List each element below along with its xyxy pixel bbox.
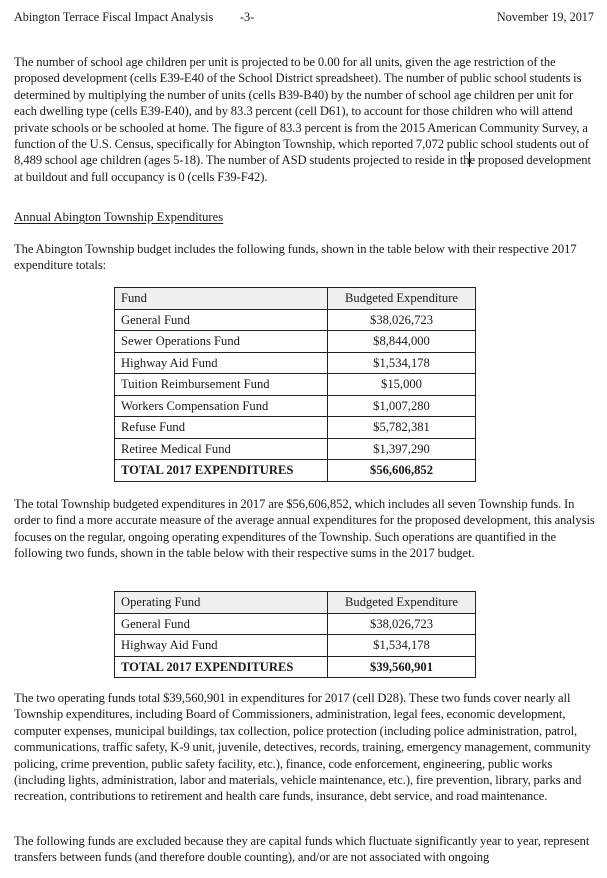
fund-name: Highway Aid Fund <box>115 352 328 374</box>
paragraph-excluded-funds: The following funds are excluded because they are capital funds which fluctuate significantly year to year, represent transfers between funds (and therefore double counting), and/or are not associated with ongoing <box>14 834 590 865</box>
paragraph-total-expenditures: The total Township budgeted expenditures in 2017 are $56,606,852, which includes all seven Township funds. In order to find a more accurate measure of the average annual expenditures for the proposed development, this analysis focuses on the regular, ongoing operating expenditures of the Township. Such operations are quantified in the following two funds, shown in the table below with their respective sums in the 2017 budget. <box>14 497 595 561</box>
fund-name: General Fund <box>115 309 328 331</box>
fund-name: General Fund <box>115 613 328 635</box>
table-row <box>115 613 476 635</box>
total-label: TOTAL 2017 EXPENDITURES <box>115 460 328 482</box>
paragraph-text: e proposed development at buildout and full occupancy is 0 (cells F39-F42). <box>14 153 591 184</box>
fund-name: Refuse Fund <box>115 417 328 439</box>
total-row <box>115 460 476 482</box>
fund-name: Workers Compensation Fund <box>115 395 328 417</box>
fund-amount: $15,000 <box>328 374 476 396</box>
document-title: Abington Terrace Fiscal Impact Analysis <box>14 10 214 24</box>
paragraph-budget-intro: The Abington Township budget includes the following funds, shown in the table below with their respective 2017 expenditure totals: <box>14 242 577 273</box>
paragraph-school-children <box>14 54 598 185</box>
paragraph-text: The number of school age children per unit is projected to be 0.00 for all units, given the age restriction of the proposed development (cells E39-E40 of the School District spreadsheet). The number of public school students is determined by multiplying the number of units (cells B39-B40) by the number of school age children per unit for each dwelling type (cells E39-E40), and by 83.3 percent (cell D61), to account for those children who will attend private schools or be schooled at home. The figure of 83.3 percent is from the 2015 American Community Survey, a function of the U.S. Census, specifically for Abington Township, which reported 7,072 public school students out of 8,489 school age children (ages 5-18). The number of ASD students projected to reside in th <box>14 55 589 168</box>
section-heading: Annual Abington Township Expenditures <box>14 210 224 224</box>
fund-amount: $1,534,178 <box>328 635 476 657</box>
fund-amount: $8,844,000 <box>328 331 476 353</box>
column-header: Operating Fund <box>115 592 328 614</box>
page-number: -3- <box>240 10 255 24</box>
total-row <box>115 656 476 678</box>
paragraph-operating-funds: The two operating funds total $39,560,901 in expenditures for 2017 (cell D28). These two funds cover nearly all Township expenditures, including Board of Commissioners, administration, legal fees, economic development, computer expenses, municipal buildings, tax collection, police protection (including police administration, patrol, communications, traffic safety, K-9 unit, juvenile, detectives, records, training, emergency management, community policing, crime prevention, public safety facility, etc.), finance, code enforcement, engineering, public works (including lights, administration, labor and materials, vehicle maintenance, etc.), fire prevention, library, parks and recreation, contributions to retirement and health care funds, insurance, debt service, and road maintenance. <box>14 691 591 804</box>
table-header-row <box>115 592 476 614</box>
column-header: Budgeted Expenditure <box>328 592 476 614</box>
column-header: Fund <box>115 288 328 310</box>
table-row <box>115 438 476 460</box>
table-row <box>115 352 476 374</box>
fund-amount: $38,026,723 <box>328 613 476 635</box>
operating-funds-table <box>114 591 476 678</box>
table-row <box>115 395 476 417</box>
fund-amount: $5,782,381 <box>328 417 476 439</box>
fund-amount: $1,534,178 <box>328 352 476 374</box>
column-header: Budgeted Expenditure <box>328 288 476 310</box>
all-funds-table <box>114 287 476 482</box>
table-row <box>115 374 476 396</box>
table-row <box>115 309 476 331</box>
total-amount: $56,606,852 <box>328 460 476 482</box>
fund-amount: $38,026,723 <box>328 309 476 331</box>
fund-name: Sewer Operations Fund <box>115 331 328 353</box>
fund-amount: $1,007,280 <box>328 395 476 417</box>
fund-name: Tuition Reimbursement Fund <box>115 374 328 396</box>
table-header-row <box>115 288 476 310</box>
table-row <box>115 331 476 353</box>
table-row <box>115 417 476 439</box>
total-label: TOTAL 2017 EXPENDITURES <box>115 656 328 678</box>
fund-name: Highway Aid Fund <box>115 635 328 657</box>
page-header <box>14 9 594 25</box>
total-amount: $39,560,901 <box>328 656 476 678</box>
fund-name: Retiree Medical Fund <box>115 438 328 460</box>
document-date: November 19, 2017 <box>496 10 594 24</box>
fund-amount: $1,397,290 <box>328 438 476 460</box>
table-row <box>115 635 476 657</box>
